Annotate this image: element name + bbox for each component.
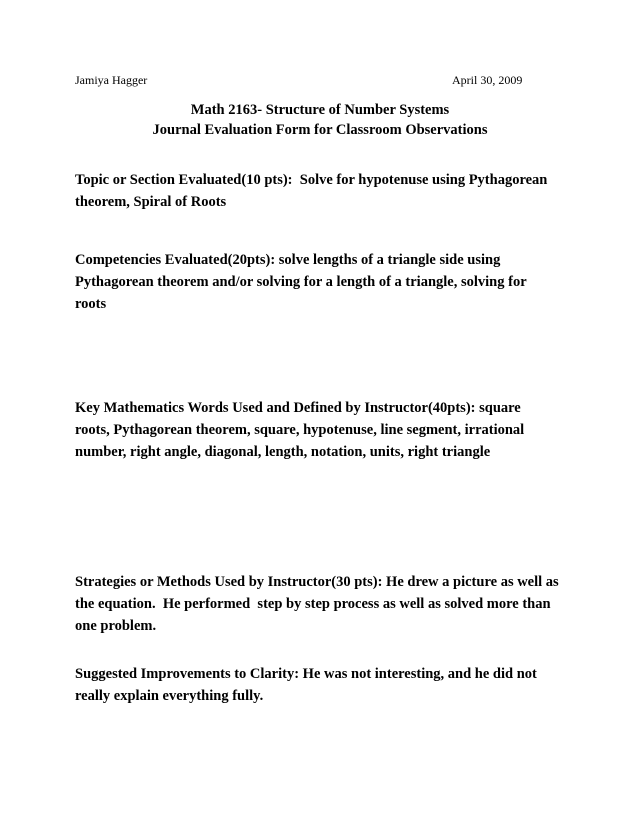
competencies-line: roots <box>75 296 107 312</box>
form-title: Journal Evaluation Form for Classroom Observations <box>152 122 488 138</box>
document-date: April 30, 2009 <box>452 73 523 87</box>
strategies-section <box>75 571 575 637</box>
topic-section <box>75 169 575 213</box>
author-name: Jamiya Hagger <box>75 73 148 87</box>
topic-line: Topic or Section Evaluated(10 pts): Solve for hypotenuse using Pythagorean <box>75 172 548 188</box>
competencies-line: Competencies Evaluated(20pts): solve lengths of a triangle side using <box>75 252 501 268</box>
strategies-line: one problem. <box>75 618 157 634</box>
topic-line: theorem, Spiral of Roots <box>75 194 227 210</box>
improvements-section <box>75 663 575 707</box>
improvements-line: Suggested Improvements to Clarity: He was not interesting, and he did not <box>75 666 537 682</box>
strategies-line: Strategies or Methods Used by Instructor(30 pts): He drew a picture as well as <box>75 574 559 590</box>
key-words-line: Key Mathematics Words Used and Defined by Instructor(40pts): square <box>75 400 521 416</box>
document-title <box>75 100 565 140</box>
competencies-line: Pythagorean theorem and/or solving for a length of a triangle, solving for <box>75 274 527 290</box>
key-words-line: roots, Pythagorean theorem, square, hypotenuse, line segment, irrational <box>75 422 525 438</box>
improvements-line: really explain everything fully. <box>75 688 264 704</box>
key-words-line: number, right angle, diagonal, length, notation, units, right triangle <box>75 444 491 460</box>
strategies-line: the equation. He performed step by step process as well as solved more than <box>75 596 551 612</box>
course-title: Math 2163- Structure of Number Systems <box>190 102 450 118</box>
key-words-section <box>75 397 575 463</box>
competencies-section <box>75 249 575 315</box>
